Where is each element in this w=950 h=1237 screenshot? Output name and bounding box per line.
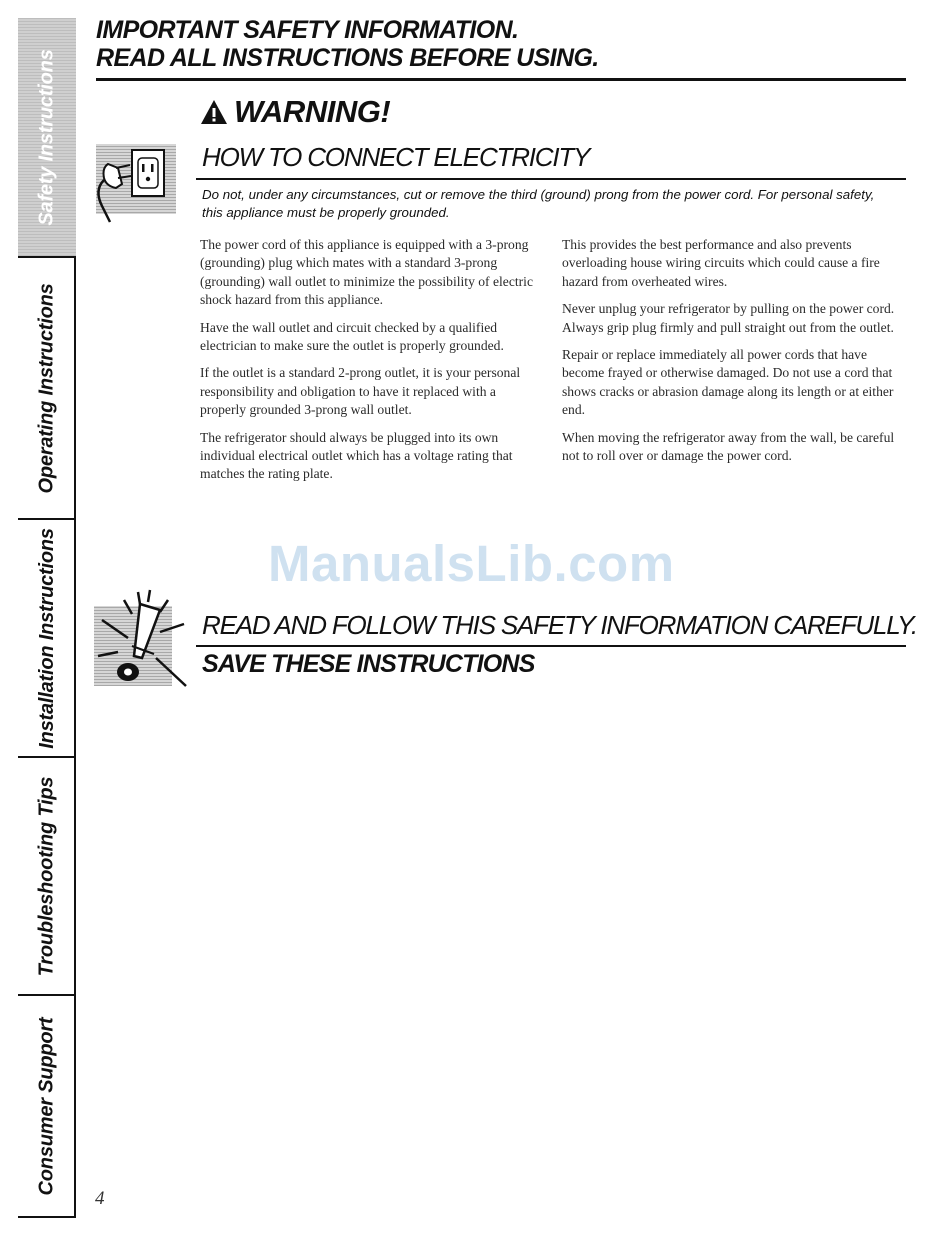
grounding-warning-note: Do not, under any circumstances, cut or remove the third (ground) prong from the power cord. For personal safety, this appliance must be properly grounded.: [202, 187, 875, 220]
page-header: [96, 16, 906, 72]
tab-label: Safety Instructions: [35, 48, 58, 226]
warning-text: WARNING!: [234, 94, 391, 129]
closing-title-rule: [196, 645, 906, 647]
tab-troubleshooting-tips[interactable]: [18, 756, 76, 994]
electricity-title-rule: [196, 178, 906, 180]
exclamation-alert-icon: [88, 586, 200, 690]
paragraph: Repair or replace immediately all power cords that have become frayed or otherwise damaged. Do not use a cord that shows cracks or abrasion damage along its length or at either end.: [562, 347, 894, 418]
page-number: 4: [95, 1188, 105, 1209]
paragraph: When moving the refrigerator away from the wall, be careful not to roll over or damage the power cord.: [562, 429, 895, 464]
tab-label: Operating Instructions: [35, 282, 58, 494]
paragraph: Never unplug your refrigerator by pulling on the power cord. Always grip plug firmly and pull straight out from the outlet.: [562, 301, 895, 335]
side-tab-bar: [18, 18, 76, 1218]
paragraph: This provides the best performance and also prevents overloading house wiring circuits which could cause a fire hazard from overheated wires.: [562, 237, 880, 289]
header-line-1: IMPORTANT SAFETY INFORMATION.: [96, 16, 519, 44]
paragraph: If the outlet is a standard 2-prong outlet, it is your personal responsibility and obligation to have it replaced with a properly grounded 3-prong wall outlet.: [200, 365, 521, 418]
paragraph: Have the wall outlet and circuit checked by a qualified electrician to make sure the outlet is properly grounded.: [200, 319, 504, 354]
watermark: ManualsLib.com: [268, 535, 675, 592]
plug-outlet-icon: [90, 140, 196, 230]
save-instructions-title: SAVE THESE INSTRUCTIONS: [202, 650, 535, 678]
right-column: [562, 236, 907, 474]
header-divider: [96, 78, 906, 81]
tab-installation-instructions[interactable]: [18, 518, 76, 756]
tab-safety-instructions[interactable]: [18, 18, 76, 256]
tab-label: Installation Instructions: [35, 527, 58, 749]
header-line-2: READ ALL INSTRUCTIONS BEFORE USING.: [96, 44, 599, 72]
warning-heading: [200, 94, 390, 130]
warning-triangle-icon: [200, 99, 228, 125]
electricity-section-title: HOW TO CONNECT ELECTRICITY: [202, 142, 590, 172]
paragraph: The power cord of this appliance is equipped with a 3-prong (grounding) plug which mates with a standard 3-prong (grounding) wall outlet to minimize the possibility of electric shock hazard from this appliance.: [200, 237, 533, 308]
tab-label: Consumer Support: [35, 1017, 58, 1195]
paragraph: The refrigerator should always be plugged into its own individual electrical outlet which has a voltage rating that matches the rating plate.: [200, 429, 513, 482]
tab-consumer-support[interactable]: [18, 994, 76, 1218]
tab-operating-instructions[interactable]: [18, 256, 76, 518]
read-follow-title: READ AND FOLLOW THIS SAFETY INFORMATION CAREFULLY.: [202, 610, 917, 640]
left-column: [200, 236, 540, 493]
tab-label: Troubleshooting Tips: [35, 776, 58, 976]
